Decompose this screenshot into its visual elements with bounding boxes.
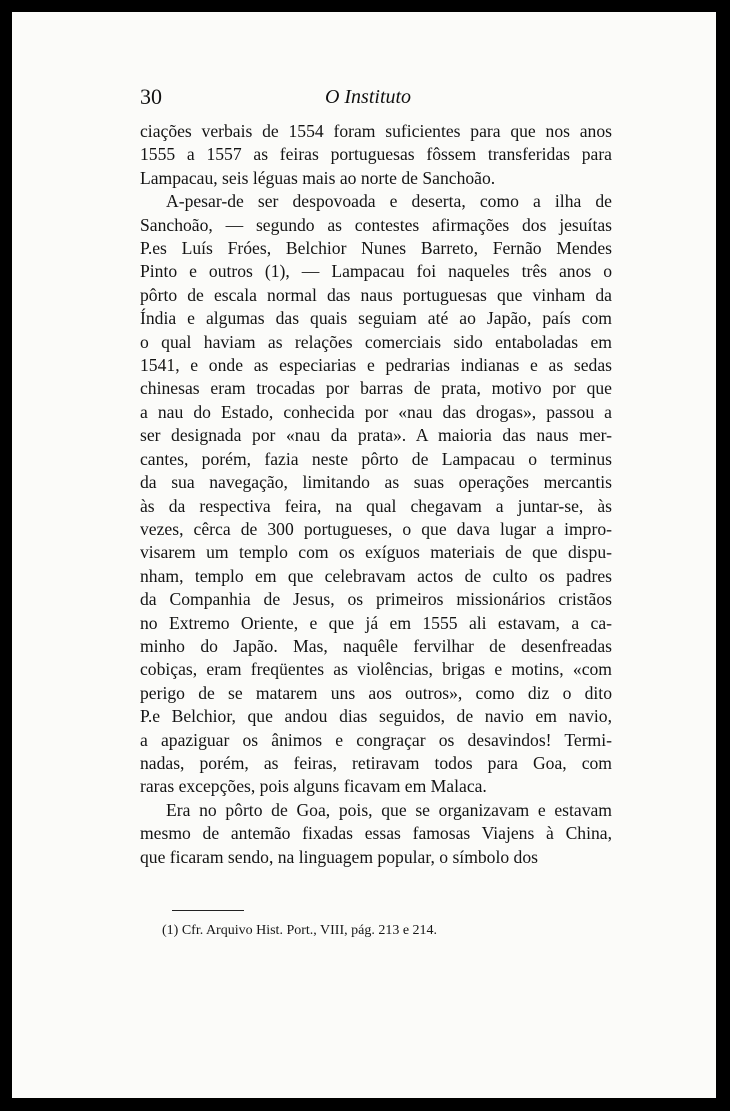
book-page	[12, 12, 716, 1098]
text-line: cobiças, eram freqüentes as violências, brigas e motins, «com	[140, 659, 612, 680]
footnote-divider	[172, 910, 244, 911]
text-line: no Extremo Oriente, e que já em 1555 ali estavam, a ca-	[140, 612, 612, 633]
text-line: da Companhia de Jesus, os primeiros missionários cristãos	[140, 589, 612, 610]
text-line: às da respectiva feira, na qual chegavam a juntar-se, às	[140, 495, 612, 516]
text-line: pôrto de escala normal das naus portuguesas que vinham da	[140, 284, 612, 305]
page-header	[140, 84, 596, 114]
text-line: 1555 a 1557 as feiras portuguesas fôssem transferidas para	[140, 144, 612, 165]
paragraph-3	[140, 799, 612, 869]
text-line: raras excepções, pois alguns ficavam em Malaca.	[140, 776, 487, 797]
text-line: o qual haviam as relações comerciais sido entaboladas em	[140, 331, 612, 352]
text-line: ser designada por «nau da prata». A maioria das naus mer-	[140, 425, 612, 446]
running-title: O Instituto	[324, 86, 412, 108]
text-line: chinesas eram trocadas por barras de prata, motivo por que	[140, 378, 612, 399]
text-line: Era no pôrto de Goa, pois, que se organizavam e estavam	[166, 799, 612, 820]
footnote: (1) Cfr. Arquivo Hist. Port., VIII, pág. 213 e 214.	[162, 923, 438, 938]
text-line: da sua navegação, limitando as suas operações mercantis	[140, 472, 612, 493]
text-line: 1541, e onde as especiarias e pedrarias indianas e as sedas	[140, 355, 612, 376]
text-line: Sanchoão, — segundo as contestes afirmações dos jesuítas	[140, 214, 612, 235]
text-line: P.es Luís Fróes, Belchior Nunes Barreto, Fernão Mendes	[140, 238, 612, 259]
text-line: a nau do Estado, conhecida por «nau das drogas», passou a	[140, 401, 612, 422]
text-line: nham, templo em que celebravam actos de culto os padres	[140, 565, 612, 586]
text-line: perigo de se matarem uns aos outros», como diz o dito	[140, 682, 612, 703]
text-line: que ficaram sendo, na linguagem popular, o símbolo dos	[140, 846, 538, 867]
text-line: P.e Belchior, que andou dias seguidos, de navio em navio,	[140, 706, 612, 727]
text-line: a apaziguar os ânimos e congraçar os desavindos! Termi-	[140, 729, 612, 750]
body-text	[140, 120, 612, 869]
page-number: 30	[140, 84, 162, 109]
text-line: minho do Japão. Mas, naquêle fervilhar de desenfreadas	[140, 635, 612, 656]
text-line: cantes, porém, fazia neste pôrto de Lampacau o terminus	[140, 448, 612, 469]
text-line: Lampacau, seis léguas mais ao norte de Sanchoão.	[140, 167, 496, 188]
text-line: Índia e algumas das quais seguiam até ao Japão, país com	[140, 308, 612, 329]
text-line: ciações verbais de 1554 foram suficientes para que nos anos	[140, 121, 612, 141]
text-line: vezes, cêrca de 300 portugueses, o que dava lugar a impro-	[140, 518, 612, 539]
paragraph-1	[140, 120, 612, 190]
text-line: mesmo de antemão fixadas essas famosas Viajens à China,	[140, 823, 612, 844]
paragraph-2	[140, 190, 612, 799]
text-line: visarem um templo com os exíguos materiais de que dispu-	[140, 542, 612, 563]
text-line: nadas, porém, as feiras, retiravam todos para Goa, com	[140, 752, 612, 773]
text-line: Pinto e outros (1), — Lampacau foi naqueles três anos o	[140, 261, 612, 282]
text-line: A-pesar-de ser despovoada e deserta, como a ilha de	[166, 191, 612, 212]
